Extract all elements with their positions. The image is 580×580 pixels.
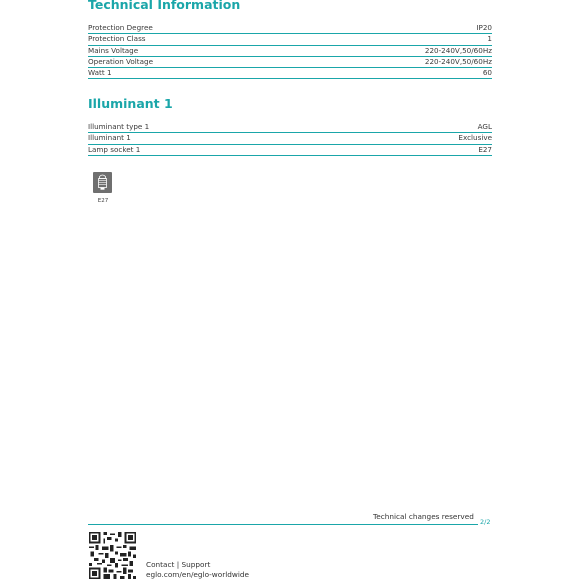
- row-label: Illuminant 1: [88, 133, 131, 143]
- contact-block: [146, 560, 249, 579]
- socket-caption: E27: [97, 198, 109, 204]
- qr-code-icon: [89, 531, 136, 580]
- row-value: IP20: [476, 23, 492, 33]
- footer-divider: [88, 524, 478, 525]
- website-link[interactable]: eglo.com/en/eglo-worldwide: [146, 569, 250, 579]
- table-row: [88, 34, 492, 45]
- row-label: Protection Class: [88, 34, 146, 44]
- table-row: [88, 145, 492, 156]
- table-row: [88, 57, 492, 68]
- contact-support-link[interactable]: Contact | Support: [146, 560, 211, 569]
- row-value: 220-240V,50/60Hz: [424, 45, 492, 55]
- row-label: Watt 1: [88, 68, 112, 78]
- technical-information-table: [88, 23, 492, 79]
- row-label: Illuminant type 1: [88, 122, 150, 132]
- row-value: E27: [478, 144, 492, 154]
- table-row: [88, 46, 492, 57]
- illuminant-table: [88, 122, 492, 156]
- row-value: 60: [482, 68, 492, 78]
- row-label: Lamp socket 1: [88, 144, 141, 154]
- table-row: [88, 23, 492, 34]
- row-label: Operation Voltage: [88, 57, 154, 67]
- table-row: [88, 133, 492, 144]
- illuminant-heading: Illuminant 1: [88, 96, 173, 111]
- technical-information-heading: Technical Information: [88, 0, 241, 12]
- lamp-socket-icon: [93, 172, 112, 193]
- row-label: Mains Voltage: [88, 45, 139, 55]
- page-number: 2/2: [480, 518, 491, 526]
- technical-changes-note: Technical changes reserved: [373, 512, 474, 521]
- table-row: [88, 122, 492, 133]
- row-label: Protection Degree: [88, 23, 153, 33]
- table-row: [88, 68, 492, 79]
- row-value: 1: [487, 34, 492, 44]
- row-value: 220-240V,50/60Hz: [424, 57, 492, 67]
- row-value: Exclusive: [458, 133, 492, 143]
- row-value: AGL: [477, 122, 492, 132]
